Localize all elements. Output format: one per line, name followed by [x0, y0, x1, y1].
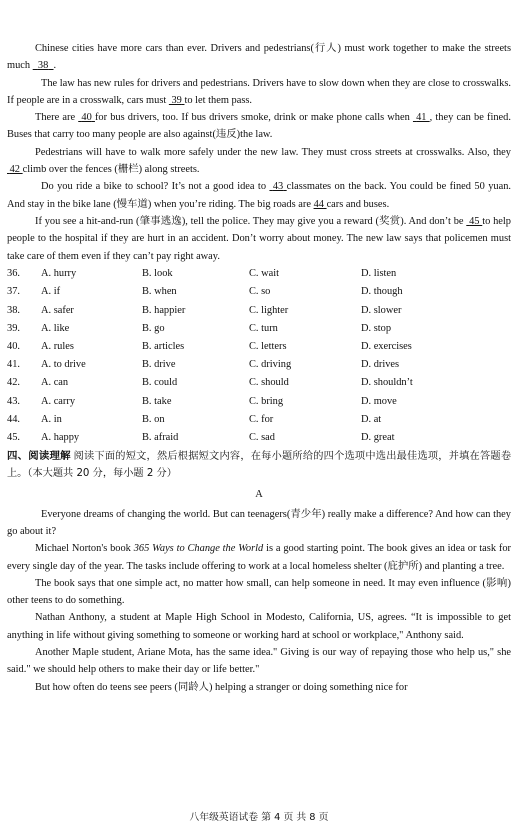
option-a: A. happy — [41, 431, 80, 443]
option-a: A. safer — [41, 304, 74, 316]
section-heading — [7, 448, 511, 483]
cloze-paragraph-3 — [7, 109, 511, 144]
cloze-paragraph-5 — [7, 178, 511, 213]
cloze-text: to let them pass. — [184, 94, 253, 106]
cloze-paragraph-4 — [7, 144, 511, 179]
cloze-text: classmates on the back. You could be fined 50 yuan. And stay in the bike lane (慢车道) when you’re riding. The big roads are — [7, 181, 511, 210]
option-d: D. drives — [361, 359, 400, 371]
question-number: 36. — [7, 268, 20, 280]
option-d: D. stop — [361, 322, 392, 334]
cloze-text: The law has new rules for drivers and pedestrians. Drivers have to slow down when they are close to crosswalks. If people are in a crosswalk, cars must — [7, 77, 511, 106]
section-instruction: 阅读下面的短文，然后根据短文内容，在每小题所给的四个选项中选出最佳选项，并填在答题卷上。（本大题共 20 分，每小题 2 分） — [7, 450, 512, 480]
question-number: 44. — [7, 413, 20, 425]
reading-paragraph-5: Another Maple student, Ariane Mota, has the same idea." Giving is our way of repaying those who help us," she said." we should help others to make their day or life better." — [7, 647, 511, 676]
question-number: 37. — [7, 286, 20, 298]
question-number: 38. — [7, 304, 20, 316]
section-title: 四、阅读理解 — [7, 449, 71, 462]
option-c: C. so — [249, 286, 271, 298]
option-c: C. letters — [249, 341, 287, 353]
reading-paragraph-3: The book says that one simple act, no matter how small, can help someone in need. It may even influence (影响) other teens to do something. — [7, 577, 511, 607]
option-b: B. look — [142, 268, 173, 280]
option-b: B. drive — [142, 359, 176, 371]
option-b: B. on — [142, 413, 165, 425]
option-row — [7, 283, 511, 301]
cloze-paragraph-1 — [7, 40, 511, 75]
blank-44: 44 — [313, 198, 324, 210]
option-a: A. if — [41, 286, 61, 298]
cloze-paragraph-6 — [7, 213, 511, 265]
cloze-text: to help people to the hospital if they are hurt in an accident. Don’t worry about money. The new law says that policemen must take care of them even if they can’t pay right away. — [7, 215, 511, 262]
blank-42: 42 — [9, 164, 20, 176]
blank-38: 38 — [37, 60, 49, 72]
blank-45: 45 — [469, 215, 480, 227]
option-a: A. can — [41, 377, 69, 389]
exam-page — [7, 40, 511, 696]
cloze-text: If you see a hit-and-run (肇事逃逸), tell the police. They may give you a reward (奖赏). And don’t be — [35, 215, 464, 227]
cloze-text: Chinese cities have more cars than ever. Drivers and pedestrians(行人) must work together to make the streets much — [7, 43, 511, 72]
option-row — [7, 338, 511, 356]
page-footer: 八年级英语试卷 第 4 页 共 8 页 — [189, 812, 329, 823]
option-c: C. lighter — [249, 304, 289, 316]
option-d: D. great — [361, 431, 395, 443]
blank-41: 41 — [416, 112, 427, 124]
question-number: 41. — [7, 359, 20, 371]
cloze-paragraph-2 — [7, 75, 511, 110]
option-b: B. could — [142, 377, 178, 389]
cloze-text: Pedestrians will have to walk more safely under the new law. They must cross streets at crosswalks. Also, they — [35, 146, 511, 158]
reading-text: is a good starting point. The book gives an idea or task for every single day of the year. The tasks include offering to work at a local homeless shelter (庇护所) and planting a tree. — [7, 543, 511, 572]
question-number: 43. — [7, 395, 20, 407]
reading-paragraph-6: But how often do teens see peers (同龄人) helping a stranger or doing something nice for — [35, 681, 408, 693]
option-c: C. wait — [249, 268, 280, 280]
option-a: A. hurry — [41, 268, 77, 280]
option-row — [7, 392, 511, 410]
option-d: D. exercises — [361, 341, 412, 353]
option-d: D. at — [361, 413, 382, 425]
blank-43: 43 — [272, 181, 284, 193]
blank-40: 40 — [81, 112, 92, 124]
book-title: 365 Ways to Change the World — [133, 543, 264, 555]
question-number: 42. — [7, 377, 20, 389]
option-c: C. turn — [249, 322, 278, 334]
option-b: B. afraid — [142, 431, 179, 443]
cloze-text: climb over the fences (栅栏) along streets. — [22, 164, 200, 176]
blank-39: 39 — [171, 94, 182, 106]
reading-text: Michael Norton's book — [35, 543, 131, 555]
option-row — [7, 356, 511, 374]
option-a: A. to drive — [41, 359, 86, 371]
option-c: C. bring — [249, 395, 284, 407]
option-row — [7, 374, 511, 392]
question-number: 45. — [7, 431, 20, 443]
passage-letter: A — [255, 489, 263, 501]
options-table — [7, 265, 511, 447]
option-c: C. for — [249, 413, 274, 425]
option-row — [7, 301, 511, 319]
option-row — [7, 410, 511, 428]
option-d: D. though — [361, 286, 403, 298]
option-a: A. rules — [41, 341, 74, 353]
option-a: A. like — [41, 322, 70, 334]
option-b: B. happier — [142, 304, 186, 316]
cloze-text: There are — [35, 112, 76, 124]
cloze-text: , they can be fined. Buses that carry too many people are also against(违反)the law. — [7, 112, 511, 141]
question-number: 40. — [7, 341, 20, 353]
option-d: D. move — [361, 395, 397, 407]
option-a: A. carry — [41, 395, 76, 407]
option-b: B. when — [142, 286, 177, 298]
option-c: C. driving — [249, 359, 292, 371]
reading-paragraph-2 — [7, 540, 511, 575]
option-row — [7, 265, 511, 283]
option-b: B. take — [142, 395, 172, 407]
option-b: B. articles — [142, 341, 185, 353]
option-b: B. go — [142, 322, 165, 334]
cloze-text: cars and buses. — [326, 198, 390, 210]
option-row — [7, 319, 511, 337]
option-a: A. in — [41, 413, 62, 425]
option-d: D. listen — [361, 268, 397, 280]
option-c: C. should — [249, 377, 289, 389]
option-row — [7, 429, 511, 447]
option-d: D. shouldn’t — [361, 377, 413, 389]
question-number: 39. — [7, 322, 20, 334]
reading-paragraph-4: Nathan Anthony, a student at Maple High School in Modesto, California, US, agrees. “It is impossible to get anything in life without giving something to someone or working hard at school or workplace," Anthony said. — [7, 612, 511, 641]
option-c: C. sad — [249, 431, 275, 443]
cloze-text: . — [53, 60, 57, 72]
cloze-text: for bus drivers, too. If bus drivers smoke, drink or make phone calls when — [94, 112, 410, 124]
option-d: D. slower — [361, 304, 402, 316]
cloze-text: Do you ride a bike to school? It’s not a good idea to — [41, 181, 267, 193]
reading-paragraph-1: Everyone dreams of changing the world. But can teenagers(青少年) really make a difference? And how can they go about it? — [7, 508, 511, 537]
